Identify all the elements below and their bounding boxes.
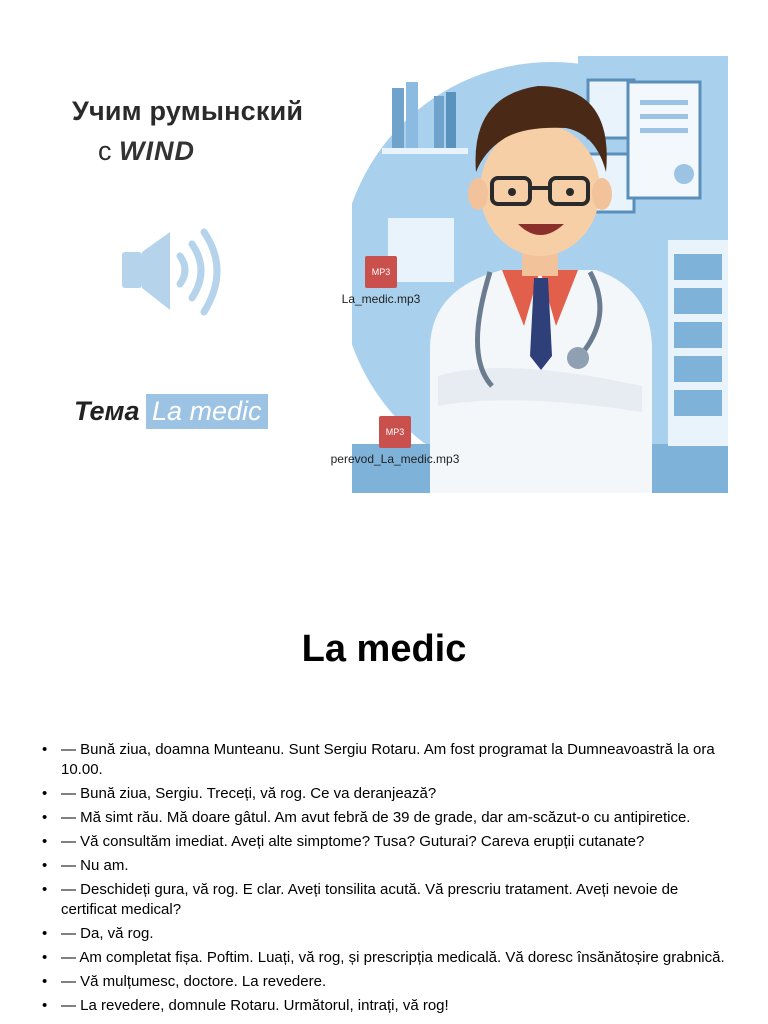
dialogue-line: • — La revedere, domnule Rotaru. Următorul, intrați, vă rog! — [42, 996, 732, 1016]
speaker-icon — [118, 222, 228, 322]
dialogue-slide — [0, 520, 768, 1024]
dialogue-line: • — Vă consultăm imediat. Aveți alte simptome? Tusa? Guturai? Careva erupții cutanate? — [42, 832, 732, 852]
mp3-file-icon: MP3 — [365, 256, 397, 288]
slide-title: La medic — [301, 628, 467, 670]
course-subtitle — [98, 136, 195, 167]
dialogue-line: • — Deschideți gura, vă rog. E clar. Aveți tonsilita acută. Vă prescriu tratament. Aveți nevoie de certificat medical? — [42, 880, 732, 920]
dialogue-list — [42, 740, 732, 1020]
brand-name: WIND — [119, 136, 195, 166]
mp3-file-icon: MP3 — [379, 416, 411, 448]
with-prefix: с — [98, 136, 112, 166]
audio-file-perevod[interactable] — [320, 416, 470, 466]
dialogue-line: • — Bună ziua, doamna Munteanu. Sunt Sergiu Rotaru. Am fost programat la Dumneavoastră la ora 10.00. — [42, 740, 732, 780]
audio-file-la-medic[interactable] — [336, 256, 426, 306]
file-name: perevod_La_medic.mp3 — [330, 452, 460, 466]
dialogue-line: • — Mă simt rău. Mă doare gâtul. Am avut febră de 39 de grade, dar am-scăzut-o cu antipiretice. — [42, 808, 732, 828]
dialogue-line: • — Bună ziua, Sergiu. Treceți, vă rog. Ce va deranjează? — [42, 784, 732, 804]
dialogue-line: • — Vă mulțumesc, doctore. La revedere. — [42, 972, 732, 992]
dialogue-line: • — Nu am. — [42, 856, 732, 876]
dialogue-line: • — Am completat fișa. Poftim. Luați, vă rog, și prescripția medicală. Vă doresc însănătoșire grabnică. — [42, 948, 732, 968]
topic-line — [74, 394, 268, 429]
file-name: La_medic.mp3 — [341, 292, 421, 306]
topic-label: Тема — [74, 396, 140, 426]
topic-name: La medic — [146, 394, 268, 429]
dialogue-line: • — Da, vă rog. — [42, 924, 732, 944]
course-title: Учим румынский — [72, 96, 304, 126]
